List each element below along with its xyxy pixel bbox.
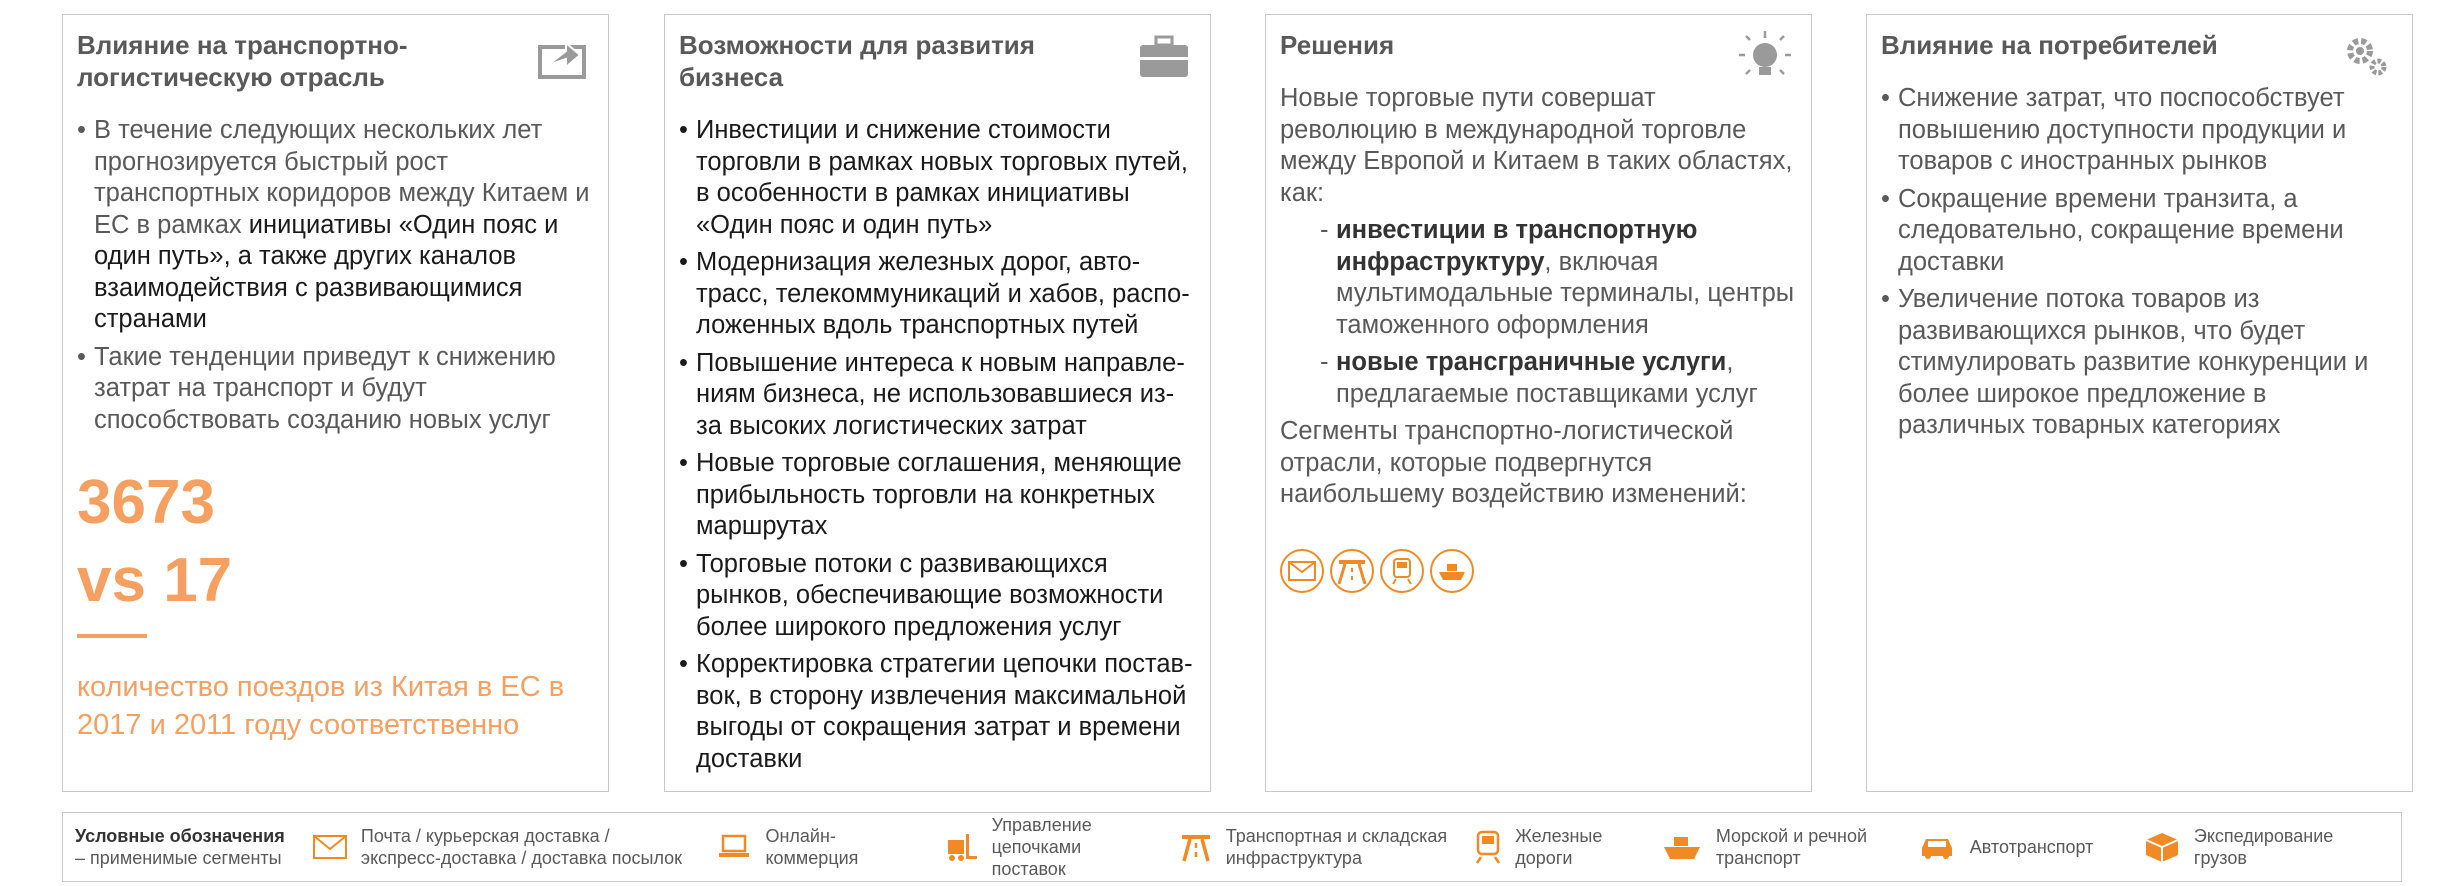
list-item: • Повышение интереса к новым направле-ниям бизнеса, не использовавшиеся из-за высоких логистических затрат xyxy=(679,348,1198,443)
highway-icon xyxy=(1330,549,1374,593)
legend-item-infrastructure xyxy=(1180,825,1448,869)
legend-heading: Условные обозначения xyxy=(75,826,285,846)
legend-item-railways xyxy=(1475,825,1634,869)
legend-label: Экспедирование грузов xyxy=(2193,826,2334,868)
list-item xyxy=(1320,347,1799,410)
list-item: • Увеличение потока товаров из развивающихся рынков, что будет стимулировать развитие конкуренции и более широкое предложение в различных товарных категориях xyxy=(1881,284,2400,442)
bullet-text-emphasis: инициативы «Один пояс и один путь», а также других каналов взаимодействия с развивающимися странами xyxy=(94,210,559,333)
list-item: • Торговые потоки с развивающихся рынков, обеспечивающие возможности более широкого предложения услуг xyxy=(679,549,1198,644)
list-text: , включая мультимодальные терминалы, центры таможенного оформления xyxy=(1336,247,1795,339)
list-item xyxy=(77,115,596,336)
car-icon xyxy=(1918,834,1956,860)
briefcase-icon xyxy=(1136,29,1192,85)
list-text: , предлагаемые поставщиками услуг xyxy=(1336,348,1758,408)
envelope-icon xyxy=(313,835,347,859)
list-item: • Сокращение времени транзита, а следовательно, сокращение времени доставки xyxy=(1881,184,2400,279)
legend-item-supply-chain xyxy=(944,814,1152,880)
bullet-text: В течение следующих нескольких лет прогнозируется быстрый рост транспортных коридоров между Китаем и ЕС в рамках xyxy=(94,116,590,239)
laptop-icon xyxy=(717,834,751,860)
card-solutions xyxy=(1265,14,1812,792)
share-arrow-icon xyxy=(534,29,590,85)
package-icon xyxy=(2144,831,2180,863)
emphasis-text: инвестиции в транспортную инфраструктуру xyxy=(1336,216,1698,276)
lightbulb-icon xyxy=(1737,29,1793,85)
list-item: • Такие тенденции приведут к снижению затрат на транспорт и будут способствовать созданию новых услуг xyxy=(77,342,596,437)
emphasis-text: новые трансграничные услуги xyxy=(1336,348,1727,376)
legend-label: Автотранспорт xyxy=(1969,837,2094,857)
legend-bar xyxy=(62,812,2402,882)
ship-icon xyxy=(1430,549,1474,593)
big-number-line-2: vs 17 xyxy=(77,546,233,615)
legend-label: Управление цепочками поставок xyxy=(991,815,1092,879)
card-transport-impact xyxy=(62,14,609,792)
bullet-list xyxy=(679,115,1198,775)
card-title: Возможности для развития бизнеса xyxy=(679,30,1035,92)
list-item: • Новые торговые соглашения, меняющие прибыльность торговли на конкретных маршрутах xyxy=(679,448,1198,543)
card-title: Влияние на потребителей xyxy=(1881,30,2218,60)
train-icon xyxy=(1475,830,1501,864)
big-number xyxy=(77,464,596,620)
train-icon xyxy=(1380,549,1424,593)
solutions-intro: Новые торговые пути совершат революцию в международной торговле между Европой и Китаем в таких областях, как: xyxy=(1280,84,1793,207)
card-title: Влияние на транспортно-логистическую отрасль xyxy=(77,30,408,92)
list-item: • Модернизация железных дорог, авто-трасс, телекоммуникаций и хабов, распо-ложенных вдоль транспортных путей xyxy=(679,247,1198,342)
legend-label: Онлайн-коммерция xyxy=(765,826,859,868)
bullet-list xyxy=(1881,83,2400,442)
legend-item-ecommerce xyxy=(717,825,915,869)
list-item: • Инвестиции и снижение стоимости торговли в рамках новых торговых путей, в особенности в рамках инициативы «Один пояс и один путь» xyxy=(679,115,1198,241)
legend-title xyxy=(75,825,303,869)
bullet-list xyxy=(77,115,596,436)
segment-icons xyxy=(1280,549,1799,593)
card-business-opportunities xyxy=(664,14,1211,792)
legend-subtitle: – применимые сегменты xyxy=(75,848,282,868)
legend-item-forwarding xyxy=(2144,825,2389,869)
list-item: • Снижение затрат, что поспособствует повышению доступности продукции и товаров с иностранных рынков xyxy=(1881,83,2400,178)
mail-icon xyxy=(1280,549,1324,593)
ship-icon xyxy=(1662,833,1702,861)
list-item xyxy=(1320,215,1799,341)
legend-item-sea xyxy=(1662,825,1890,869)
legend-label: Морской и речной транспорт xyxy=(1715,826,1868,868)
forklift-icon xyxy=(944,832,978,862)
legend-label: Почта / курьерская доставка / экспресс-доставка / доставка посылок xyxy=(360,826,683,868)
card-title: Решения xyxy=(1280,30,1395,60)
big-number-line-1: 3673 xyxy=(77,468,215,537)
list-item: • Корректировка стратегии цепочки постав-вок, в сторону извлечения максимальной выгоды от сокращения затрат и времени доставки xyxy=(679,649,1198,775)
legend-label: Транспортная и складская инфраструктура xyxy=(1225,826,1448,868)
legend-item-mail xyxy=(313,825,690,869)
gears-icon xyxy=(2338,29,2394,85)
road-icon xyxy=(1180,831,1212,863)
legend-item-auto xyxy=(1918,834,2116,860)
solutions-outro: Сегменты транспортно-логистической отрасли, которые подвергнутся наибольшему воздействию изменений: xyxy=(1280,417,1747,508)
number-caption: количество поездов из Китая в ЕС в 2017 и 2011 году соответственно xyxy=(77,671,565,741)
dash-list xyxy=(1280,215,1799,410)
card-consumer-impact xyxy=(1866,14,2413,792)
legend-label: Железные дороги xyxy=(1515,826,1603,868)
divider xyxy=(77,634,147,638)
